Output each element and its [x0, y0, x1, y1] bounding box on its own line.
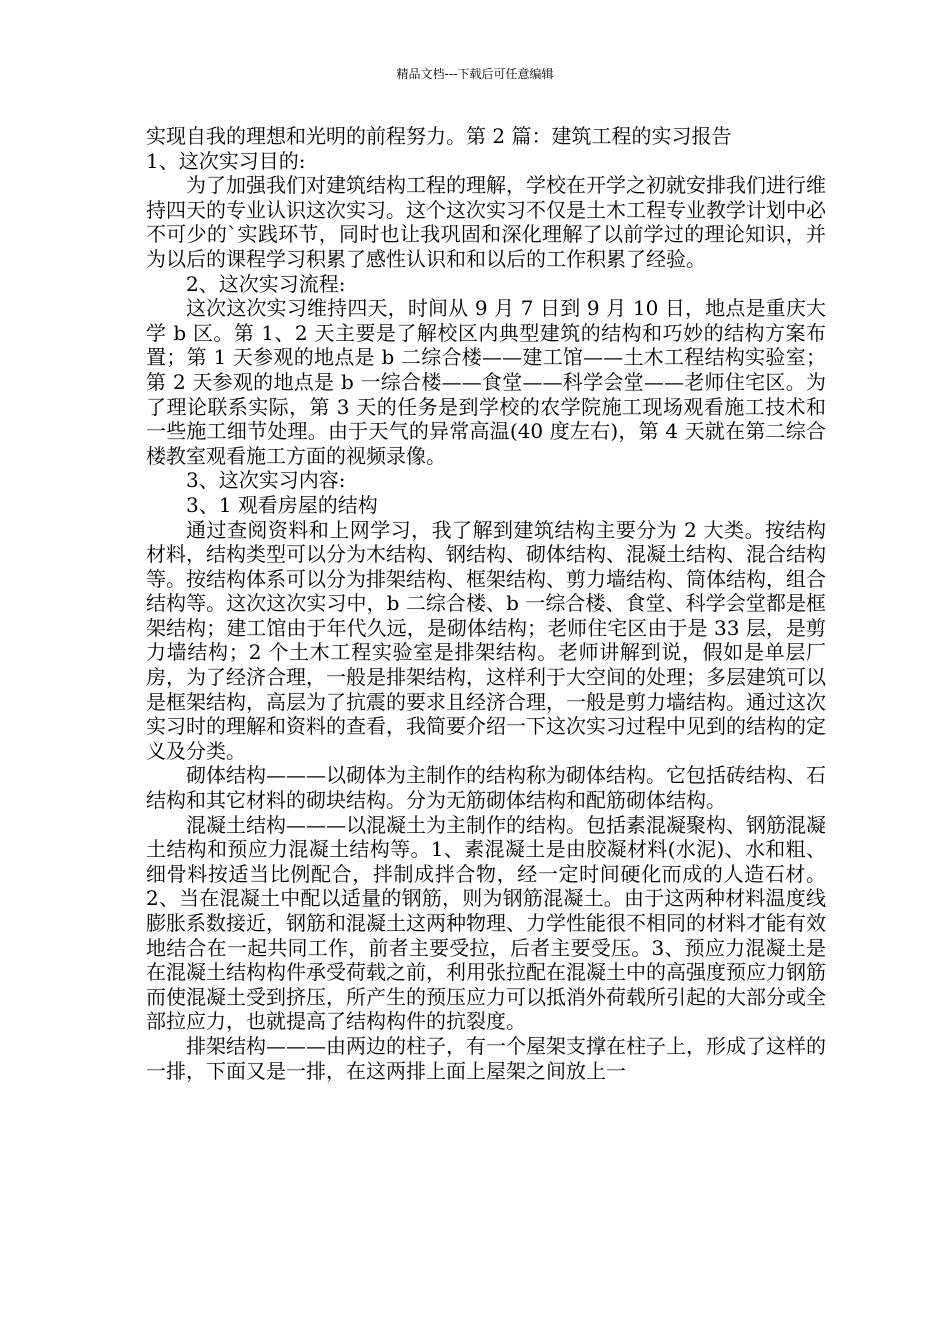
paragraph-intro-closing: 实现自我的理想和光明的前程努力。第 2 篇：建筑工程的实习报告: [146, 124, 732, 148]
paragraph-purpose: 为了加强我们对建筑结构工程的理解，学校在开学之初就安排我们进行维持四天的专业认识这次实习。这个这次实习不仅是土木工程专业教学计划中必不可少的`实践环节，同时也让我巩固和深化理解了以前学过的理论知识，并为以后的课程学习积累了感性认识和和以后的工作积累了经验。: [146, 173, 826, 271]
paragraph-bent-structure: 排架结构———由两边的柱子，有一个屋架支撑在柱子上，形成了这样的一排，下面又是一排，在这两排上面上屋架之间放上一: [146, 1033, 826, 1083]
heading-internship-purpose: 1、这次实习目的:: [146, 148, 306, 173]
paragraph-structure-types: 通过查阅资料和上网学习，我了解到建筑结构主要分为 2 大类。按结构材料，结构类型可以分为木结构、钢结构、砌体结构、混凝土结构、混合结构等。按结构体系可以分为排架结构、框架结构、剪力墙结构、筒体结构，组合结构等。这次这次实习中，b 二综合楼、b 一综合楼、食堂、科学会堂都是框架结构；建工馆由于年代久远，是砌体结构；老师住宅区由于是 33 层，是剪力墙结构；2 个土木工程实验室是排架结构。老师讲解到说，假如是单层厂房，为了经济合理，一般是排架结构，这样利于大空间的处理；多层建筑可以是框架结构，高层为了抗震的要求且经济合理，一般是剪力墙结构。通过这次实习时的理解和资料的查看，我简要介绍一下这次实习过程中见到的结构的定义及分类。: [146, 517, 826, 763]
page-header: 精品文档---下载后可任意编辑: [396, 67, 554, 81]
heading-internship-process: 2、这次实习流程:: [186, 271, 346, 296]
paragraph-masonry-structure: 砌体结构———以砌体为主制作的结构称为砌体结构。它包括砖结构、石结构和其它材料的砌块结构。分为无筋砌体结构和配筋砌体结构。: [146, 763, 826, 813]
paragraph-concrete-structure: 混凝土结构———以混凝土为主制作的结构。包括素混凝聚构、钢筋混凝土结构和预应力混凝土结构等。1、素混凝土是由胶凝材料(水泥)、水和粗、细骨料按适当比例配合，拌制成拌合物，经一定时间硬化而成的人造石材。2、当在混凝土中配以适量的钢筋，则为钢筋混凝土。由于这两种材料温度线膨胀系数接近，钢筋和混凝土这两种物理、力学性能很不相同的材料才能有效地结合在一起共同工作，前者主要受拉，后者主要受压。3、预应力混凝土是在混凝土结构构件承受荷载之前，利用张拉配在混凝土中的高强度预应力钢筋而使混凝土受到挤压，所产生的预压应力可以抵消外荷载所引起的大部分或全部拉应力，也就提高了结构构件的抗裂度。: [146, 812, 826, 1034]
paragraph-process: 这次这次实习维持四天，时间从 9 月 7 日到 9 月 10 日，地点是重庆大学 b 区。第 1、2 天主要是了解校区内典型建筑的结构和巧妙的结构方案布置；第 1 天参观的地点是 b 二综合楼——建工馆——土木工程结构实验室；第 2 天参观的地点是 b 一综合楼——食堂——科学会堂——老师住宅区。为了理论联系实际，第 3 天的任务是到学校的农学院施工现场观看施工技术和一些施工细节处理。由于天气的异常高温(40 度左右)，第 4 天就在第二综合楼教室观看施工方面的视频录像。: [146, 296, 826, 468]
document-body: [146, 124, 826, 1083]
heading-observe-structures: 3、1 观看房屋的结构: [186, 492, 378, 517]
heading-internship-content: 3、这次实习内容:: [186, 468, 346, 493]
